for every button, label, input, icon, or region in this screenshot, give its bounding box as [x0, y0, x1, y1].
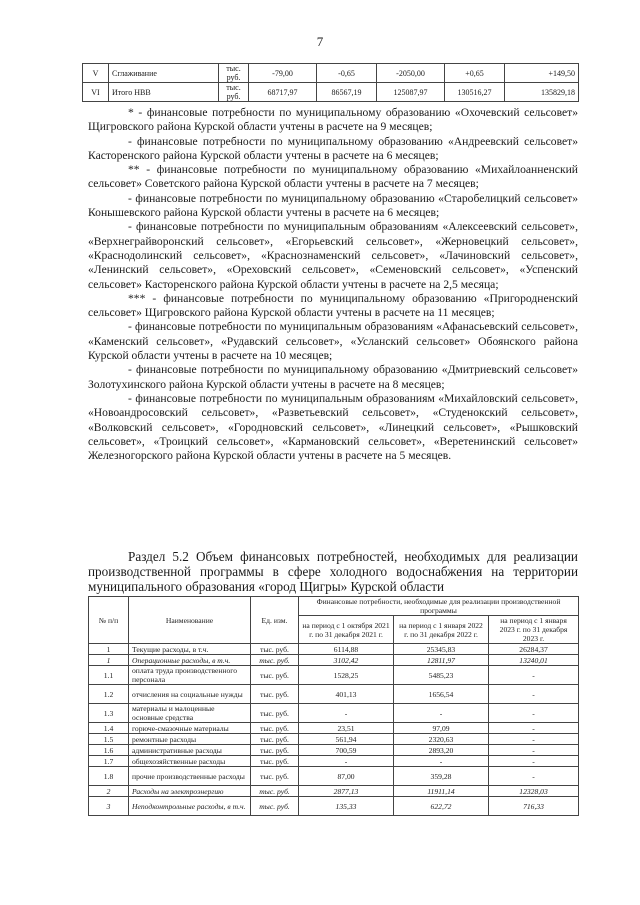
header-unit: Ед. изм. — [251, 597, 299, 644]
cell-num: 1.2 — [89, 685, 129, 704]
cell-p1: 700,59 — [299, 745, 394, 756]
cell-v3: 125087,97 — [377, 83, 445, 102]
cell-v4: +0,65 — [445, 64, 505, 83]
cell-p3: - — [489, 734, 579, 745]
table-row — [89, 655, 579, 666]
cell-p3: - — [489, 745, 579, 756]
header-period-2: на период с 1 января 2022 г. по 31 декабря 2022 г. — [394, 616, 489, 644]
table-row — [89, 644, 579, 655]
cell-p3: - — [489, 756, 579, 767]
cell-num: 1.7 — [89, 756, 129, 767]
cell-p2: - — [394, 704, 489, 723]
cell-v1: 68717,97 — [249, 83, 317, 102]
cell-name: общехозяйственные расходы — [129, 756, 251, 767]
cell-p3: 716,33 — [489, 797, 579, 816]
table-row — [89, 756, 579, 767]
cell-v5: +149,50 — [505, 64, 579, 83]
cell-p1: 6114,88 — [299, 644, 394, 655]
cell-num: 1.6 — [89, 745, 129, 756]
cell-v5: 135829,18 — [505, 83, 579, 102]
cell-num: VI — [83, 83, 109, 102]
cell-name: прочие производственные расходы — [129, 767, 251, 786]
cell-unit: тыс. руб. — [251, 786, 299, 797]
cell-name: материалы и малоценные основные средства — [129, 704, 251, 723]
header-group: Финансовые потребности, необходимые для реализации производственной программы — [299, 597, 579, 616]
cell-p2: 12811,97 — [394, 655, 489, 666]
cell-name: Операционные расходы, в т.ч. — [129, 655, 251, 666]
header-period-3: на период с 1 января 2023 г. по 31 декабря 2023 г. — [489, 616, 579, 644]
cell-p2: 1656,54 — [394, 685, 489, 704]
cell-p3: - — [489, 666, 579, 685]
cell-name: Сглаживание — [109, 64, 219, 83]
cell-p2: 25345,83 — [394, 644, 489, 655]
cell-unit: тыс. руб. — [251, 723, 299, 734]
table-row — [89, 745, 579, 756]
cell-num: 1.1 — [89, 666, 129, 685]
cell-v3: -2050,00 — [377, 64, 445, 83]
cell-name: Неподконтрольные расходы, в т.ч. — [129, 797, 251, 816]
cell-p1: - — [299, 704, 394, 723]
cell-p3: - — [489, 723, 579, 734]
cell-name: Итого НВВ — [109, 83, 219, 102]
cell-p3: - — [489, 685, 579, 704]
section-heading: Раздел 5.2 Объем финансовых потребностей, необходимых для реализации производственной программы в сфере холодного водоснабжения на территории муниципального образования «город Щигры» Курской области — [88, 549, 578, 594]
cell-num: 1 — [89, 644, 129, 655]
cell-unit: тыс. руб. — [251, 655, 299, 666]
footnote-paragraph: - финансовые потребности по муниципальным образованиям «Алексеевский сельсовет», «Верхнеграйворонский сельсовет», «Егорьевский сельсовет», «Жерновецкий сельсовет», «Краснодолинский сельсовет», «Краснознаменский сельсовет», «Лачиновский сельсовет», «Ленинский сельсовет», «Ореховский сельсовет», «Семеновский сельсовет», «Успенский сельсовет» Касторенского района Курской области учтены в расчете на 2,5 месяца; — [88, 220, 578, 291]
cell-num: 1.3 — [89, 704, 129, 723]
cell-p1: 401,13 — [299, 685, 394, 704]
footnote-paragraph: - финансовые потребности по муниципальному образованию «Андреевский сельсовет» Касторенского района Курской области учтены в расчете на 6 месяцев; — [88, 134, 578, 162]
cell-p2: 622,72 — [394, 797, 489, 816]
table-row — [89, 767, 579, 786]
cell-name: административные расходы — [129, 745, 251, 756]
cell-p3: 13240,01 — [489, 655, 579, 666]
footnotes — [88, 106, 578, 463]
cell-p1: 23,51 — [299, 723, 394, 734]
footnote-paragraph: * - финансовые потребности по муниципальному образованию «Охочевский сельсовет» Щигровского района Курской области учтены в расчете на 9 месяцев; — [88, 106, 578, 134]
cell-unit: тыс. руб. — [219, 83, 249, 102]
cell-p1: 87,00 — [299, 767, 394, 786]
cell-unit: тыс. руб. — [251, 644, 299, 655]
summary-table-row — [83, 83, 579, 102]
table-row — [89, 704, 579, 723]
cell-p3: - — [489, 704, 579, 723]
footnote-paragraph: - финансовые потребности по муниципальным образованиям «Михайловский сельсовет», «Новоандросовский сельсовет», «Разветьевский сельсовет», «Студенокский сельсовет», «Волковский сельсовет», «Городновский сельсовет», «Линецкий сельсовет», «Рышковский сельсовет», «Троицкий сельсовет», «Кармановский сельсовет», «Веретенинский сельсовет» Железногорского района Курской области учтены в расчете на 5 месяцев. — [88, 391, 578, 463]
cell-name: отчисления на социальные нужды — [129, 685, 251, 704]
header-period-1: на период с 1 октября 2021 г. по 31 декабря 2021 г. — [299, 616, 394, 644]
summary-table-row — [83, 64, 579, 83]
cell-p1: 135,33 — [299, 797, 394, 816]
table-row — [89, 666, 579, 685]
cell-p2: 2320,63 — [394, 734, 489, 745]
summary-table — [82, 63, 579, 102]
cell-num: 1 — [89, 655, 129, 666]
cell-p2: 5485,23 — [394, 666, 489, 685]
cell-num: 1.5 — [89, 734, 129, 745]
cell-p1: 3102,42 — [299, 655, 394, 666]
cell-p1: 2877,13 — [299, 786, 394, 797]
cell-num: 2 — [89, 786, 129, 797]
cell-p3: - — [489, 767, 579, 786]
cell-unit: тыс. руб. — [251, 745, 299, 756]
cell-unit: тыс. руб. — [251, 797, 299, 816]
footnote-paragraph: - финансовые потребности по муниципальному образованию «Старобелицкий сельсовет» Конышевского района Курской области учтены в расчете на 6 месяцев; — [88, 191, 578, 220]
cell-name: ремонтные расходы — [129, 734, 251, 745]
cell-p2: 11911,14 — [394, 786, 489, 797]
table-row — [89, 734, 579, 745]
header-name: Наименование — [129, 597, 251, 644]
cell-name: Текущие расходы, в т.ч. — [129, 644, 251, 655]
cell-num: 1.8 — [89, 767, 129, 786]
cell-p1: - — [299, 756, 394, 767]
cell-p3: 26284,37 — [489, 644, 579, 655]
table-row — [89, 797, 579, 816]
cell-unit: тыс. руб. — [251, 756, 299, 767]
footnote-paragraph: ** - финансовые потребности по муниципальному образованию «Михайлоанненский сельсовет» Советского района Курской области учтены в расчете на 7 месяцев; — [88, 163, 578, 191]
cell-unit: тыс. руб. — [251, 734, 299, 745]
cell-unit: тыс. руб. — [251, 767, 299, 786]
financial-needs-table — [88, 596, 579, 816]
cell-name: горюче-смазочные материалы — [129, 723, 251, 734]
cell-name: оплата труда производственного персонала — [129, 666, 251, 685]
cell-num: 3 — [89, 797, 129, 816]
cell-p2: 359,28 — [394, 767, 489, 786]
cell-p2: 2893,20 — [394, 745, 489, 756]
cell-p2: 97,09 — [394, 723, 489, 734]
table-row — [89, 786, 579, 797]
cell-p2: - — [394, 756, 489, 767]
cell-v1: -79,00 — [249, 64, 317, 83]
cell-num: V — [83, 64, 109, 83]
table-row — [89, 723, 579, 734]
cell-num: 1.4 — [89, 723, 129, 734]
cell-unit: тыс. руб. — [251, 704, 299, 723]
footnote-paragraph: *** - финансовые потребности по муниципальному образованию «Пригородненский сельсовет» Щигровского района Курской области учтены в расчете на 11 месяцев; — [88, 291, 578, 320]
cell-v4: 130516,27 — [445, 83, 505, 102]
cell-v2: -0,65 — [317, 64, 377, 83]
cell-unit: тыс. руб. — [251, 666, 299, 685]
page-number: 7 — [316, 34, 324, 49]
footnote-paragraph: - финансовые потребности по муниципальным образованиям «Афанасьевский сельсовет», «Каменский сельсовет», «Рудавский сельсовет», «Усланский сельсовет» Обоянского района Курской области учтены в расчете на 10 месяцев; — [88, 320, 578, 363]
cell-v2: 86567,19 — [317, 83, 377, 102]
cell-p1: 1528,25 — [299, 666, 394, 685]
header-num: № п/п — [89, 597, 129, 644]
cell-name: Расходы на электроэнергию — [129, 786, 251, 797]
footnote-paragraph: - финансовые потребности по муниципальному образованию «Дмитриевский сельсовет» Золотухинского района Курской области учтены в расчете на 8 месяцев; — [88, 363, 578, 391]
cell-p3: 12328,03 — [489, 786, 579, 797]
cell-unit: тыс. руб. — [219, 64, 249, 83]
cell-unit: тыс. руб. — [251, 685, 299, 704]
cell-p1: 561,94 — [299, 734, 394, 745]
table-row — [89, 685, 579, 704]
